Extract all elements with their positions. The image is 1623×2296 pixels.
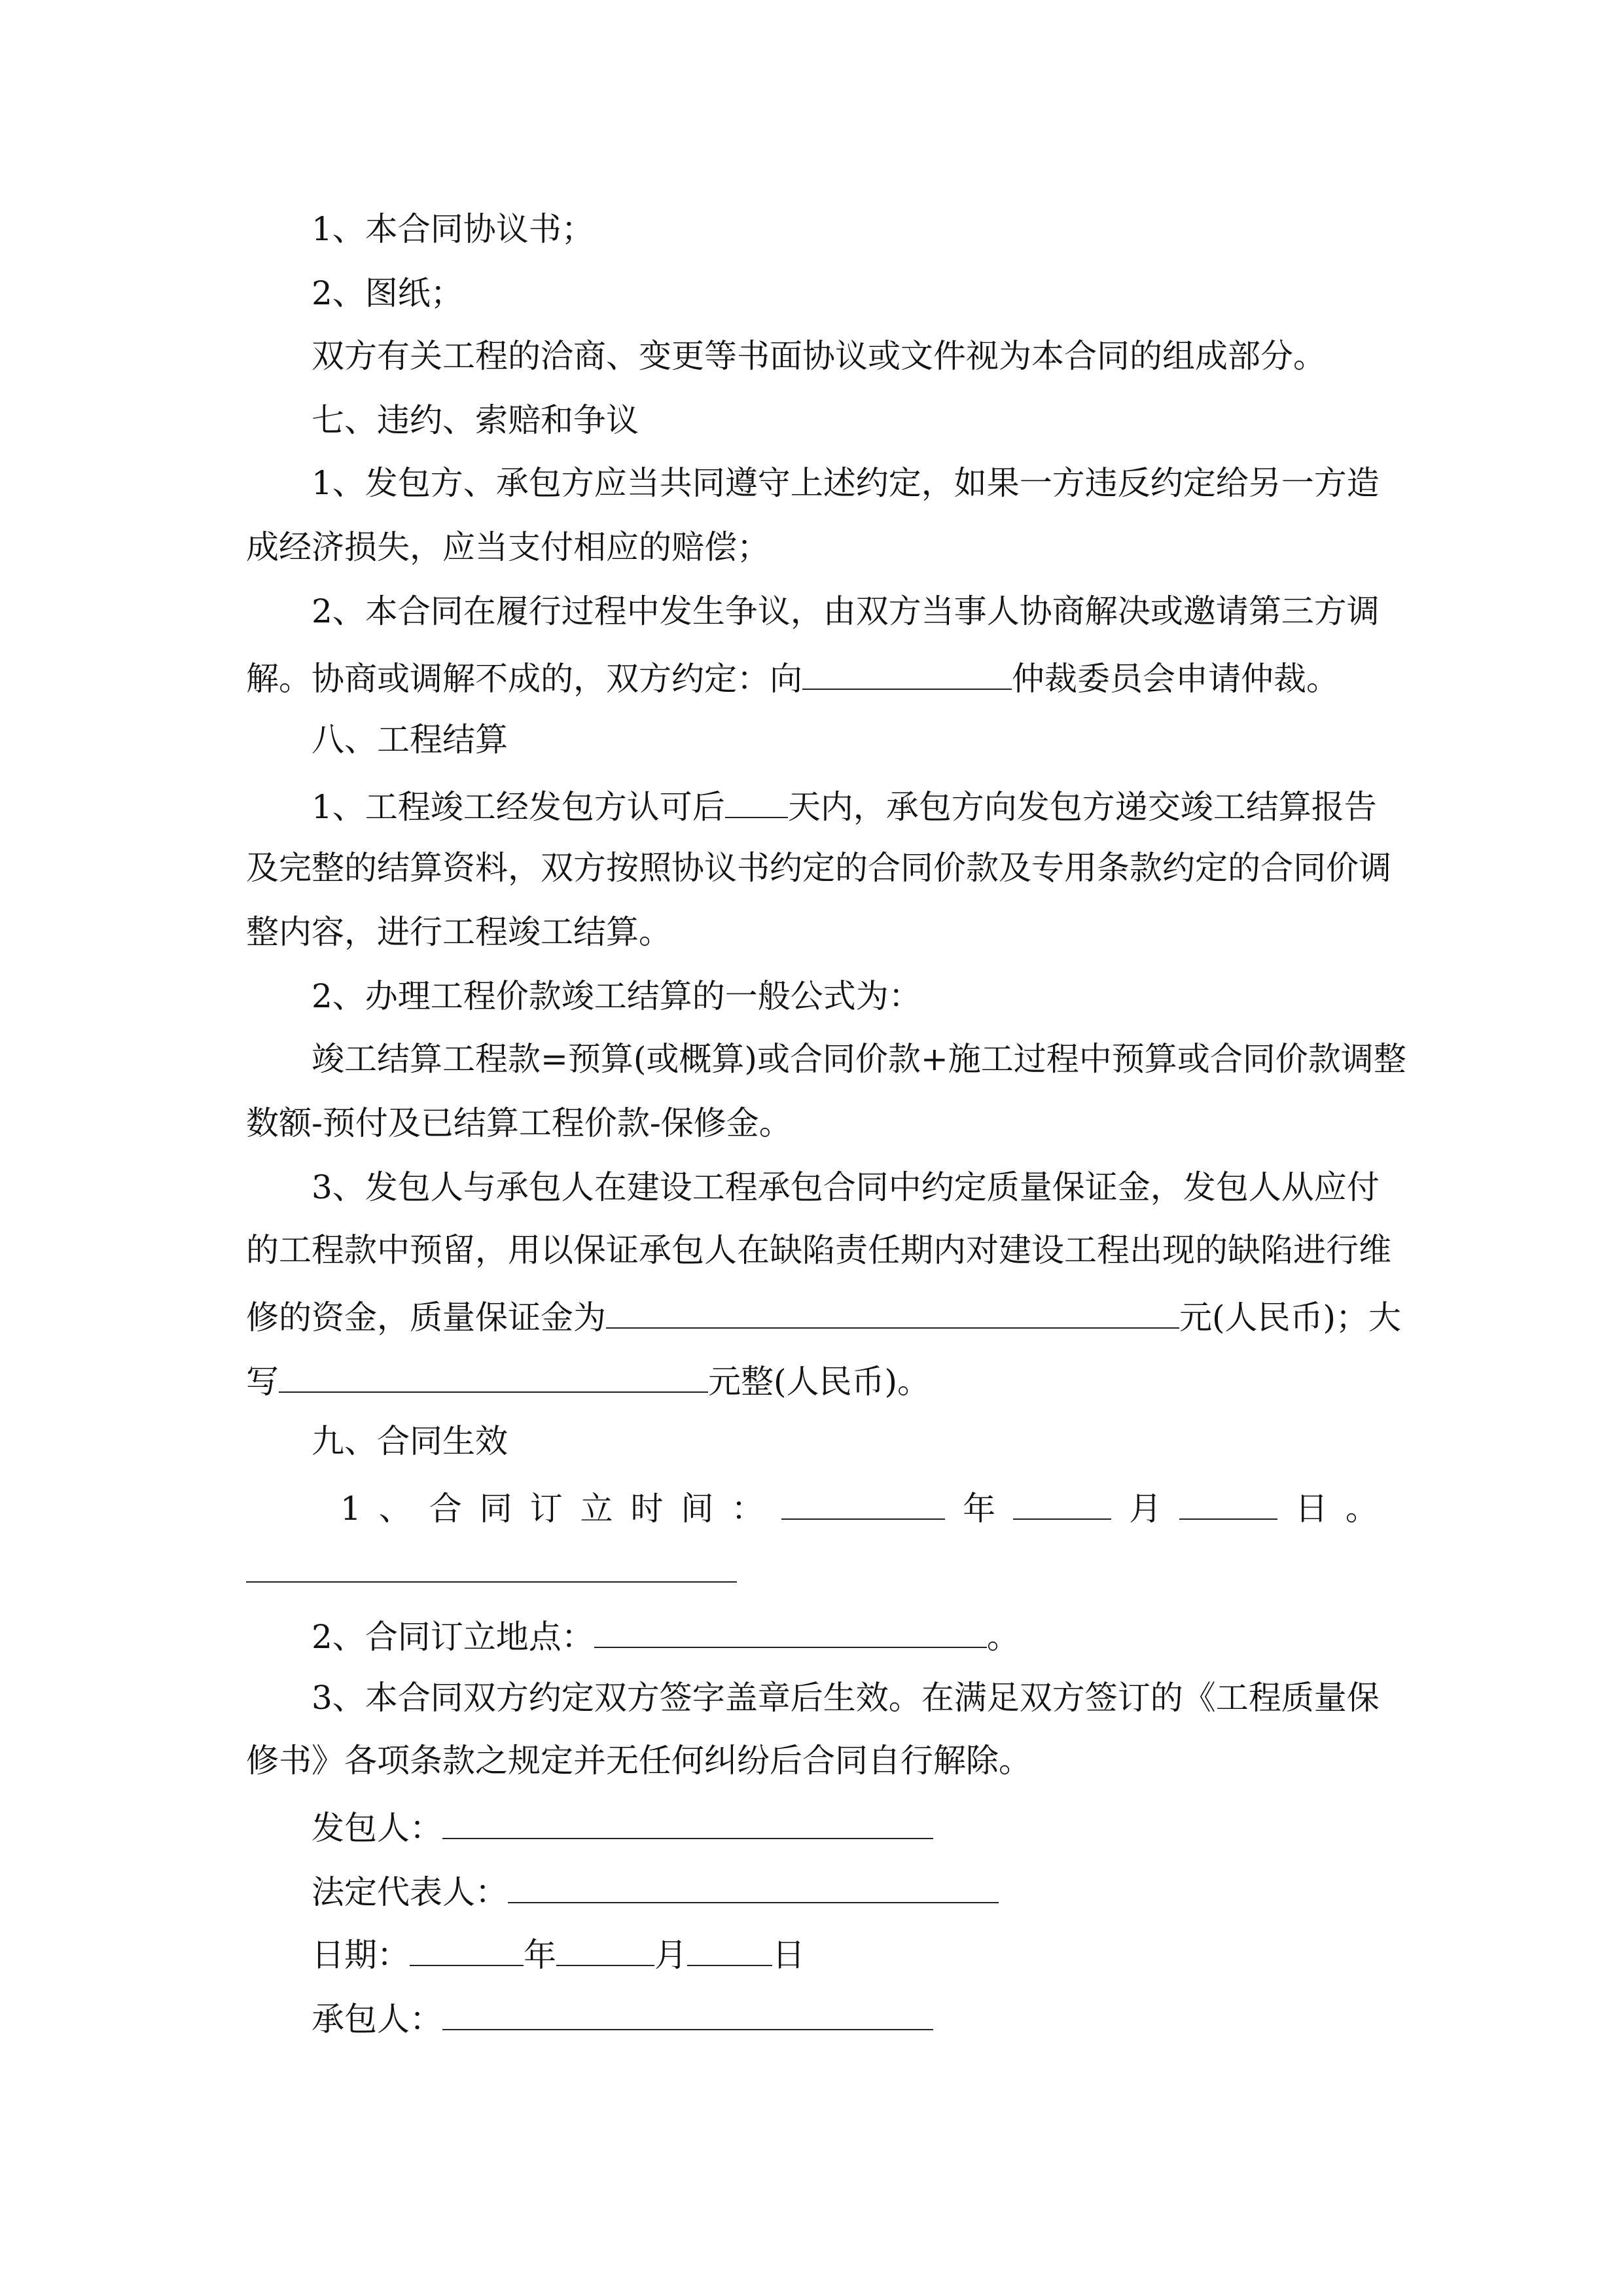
date-year-label: 年 (524, 1936, 556, 1974)
date-day-label: 日 (772, 1936, 805, 1974)
section-9-p3-line1: 3、本合同双方约定双方签字盖章后生效。在满足双方签订的《工程质量保 (312, 1679, 1380, 1717)
capital-suffix: 元整(人民币)。 (708, 1363, 931, 1401)
time-char: 立 (580, 1490, 613, 1528)
section-8-p1-line1 (312, 783, 1378, 828)
section-8-p3-line2: 的工程款中预留，用以保证承包人在缺陷责任期内对建设工程出现的缺陷进行维 (246, 1231, 1391, 1269)
signing-month-blank[interactable] (1013, 1484, 1111, 1520)
section-9-p3-line2: 修书》各项条款之规定并无任何纠纷后合同自行解除。 (246, 1742, 1031, 1780)
date-month-label: 月 (654, 1936, 687, 1974)
settlement-days-blank[interactable] (725, 783, 788, 818)
signing-place-blank[interactable] (594, 1613, 987, 1648)
signing-time-end: 。 (1345, 1490, 1378, 1528)
section-9-title: 九、合同生效 (312, 1422, 508, 1460)
deposit-suffix: 元(人民币)；大 (1179, 1299, 1402, 1336)
time-char: 订 (529, 1490, 563, 1528)
time-char: 同 (479, 1490, 512, 1528)
settlement-suffix: 天内，承包方向发包方递交竣工结算报告 (787, 788, 1377, 826)
section-8-p1-line3: 整内容，进行工程竣工结算。 (246, 913, 671, 951)
section-8-p1-line2: 及完整的结算资料，双方按照协议书约定的合同价款及专用条款约定的合同价调 (246, 849, 1391, 887)
date-day-blank[interactable] (687, 1931, 772, 1966)
deposit-prefix: 修的资金，质量保证金为 (246, 1299, 606, 1336)
signing-place-line (312, 1613, 1378, 1658)
section-8-p3-line1: 3、发包人与承包人在建设工程承包合同中约定质量保证金，发包人从应付 (312, 1168, 1380, 1206)
date-year-blank[interactable] (410, 1931, 524, 1966)
date-line (312, 1931, 1378, 1976)
section-7-p1-line1: 1、发包方、承包方应当共同遵守上述约定，如果一方违反约定给另一方造 (312, 464, 1380, 502)
signing-time-line (340, 1484, 1378, 1530)
signing-day-blank[interactable] (1179, 1484, 1277, 1520)
signing-year-label: 年 (963, 1490, 996, 1528)
time-char: 间 (681, 1490, 714, 1528)
deposit-capital-blank[interactable] (279, 1357, 708, 1393)
arbitration-suffix: 仲裁委员会申请仲裁。 (1012, 660, 1339, 698)
capital-prefix: 写 (246, 1363, 279, 1401)
time-char: 合 (429, 1490, 462, 1528)
doc-item-2: 2、图纸； (312, 274, 463, 312)
settlement-formula-line1: 竣工结算工程款=预算(或概算)或合同价款+施工过程中预算或合同价款调整 (312, 1040, 1406, 1078)
signing-time-continuation-blank[interactable] (246, 1581, 737, 1583)
section-7-p2-line1: 2、本合同在履行过程中发生争议，由双方当事人协商解决或邀请第三方调 (312, 592, 1380, 630)
section-7-p1-line2: 成经济损失，应当支付相应的赔偿； (246, 528, 770, 566)
section-8-title: 八、工程结算 (312, 721, 508, 759)
employer-blank[interactable] (442, 1804, 933, 1839)
date-month-blank[interactable] (556, 1931, 654, 1966)
contractor-line (312, 1995, 1378, 2040)
signing-day-label: 日 (1294, 1490, 1328, 1528)
settlement-formula-line2: 数额-预付及已结算工程价款-保修金。 (246, 1104, 792, 1142)
legal-rep-line (312, 1868, 1378, 1913)
arbitration-committee-blank[interactable] (802, 655, 1012, 690)
doc-item-1: 1、本合同协议书； (312, 210, 594, 248)
signing-year-blank[interactable] (781, 1484, 945, 1520)
legal-rep-label: 法定代表人： (312, 1873, 508, 1911)
section-8-p3-line4 (246, 1357, 1378, 1403)
time-char: 1 (340, 1490, 361, 1528)
date-label: 日期： (312, 1936, 410, 1974)
signing-place-end: 。 (986, 1618, 1020, 1656)
signing-month-label: 月 (1129, 1490, 1162, 1528)
time-char: ： (731, 1490, 764, 1528)
section-7-p2-line2 (246, 655, 1378, 700)
employer-line (312, 1804, 1378, 1849)
section-8-p3-line3 (246, 1293, 1402, 1338)
contractor-blank[interactable] (442, 1995, 933, 2030)
doc-note: 双方有关工程的洽商、变更等书面协议或文件视为本合同的组成部分。 (312, 337, 1326, 375)
settlement-prefix: 1、工程竣工经发包方认可后 (312, 788, 725, 826)
time-char: 、 (378, 1490, 412, 1528)
contractor-label: 承包人： (312, 2000, 442, 2038)
arbitration-prefix: 解。协商或调解不成的，双方约定：向 (246, 660, 802, 698)
section-8-p2: 2、办理工程价款竣工结算的一般公式为： (312, 977, 921, 1015)
signing-place-label: 2、合同订立地点： (312, 1618, 594, 1656)
legal-rep-blank[interactable] (508, 1868, 999, 1903)
deposit-amount-blank[interactable] (606, 1293, 1179, 1329)
employer-label: 发包人： (312, 1809, 442, 1847)
time-char: 时 (630, 1490, 664, 1528)
section-7-title: 七、违约、索赔和争议 (312, 401, 639, 439)
